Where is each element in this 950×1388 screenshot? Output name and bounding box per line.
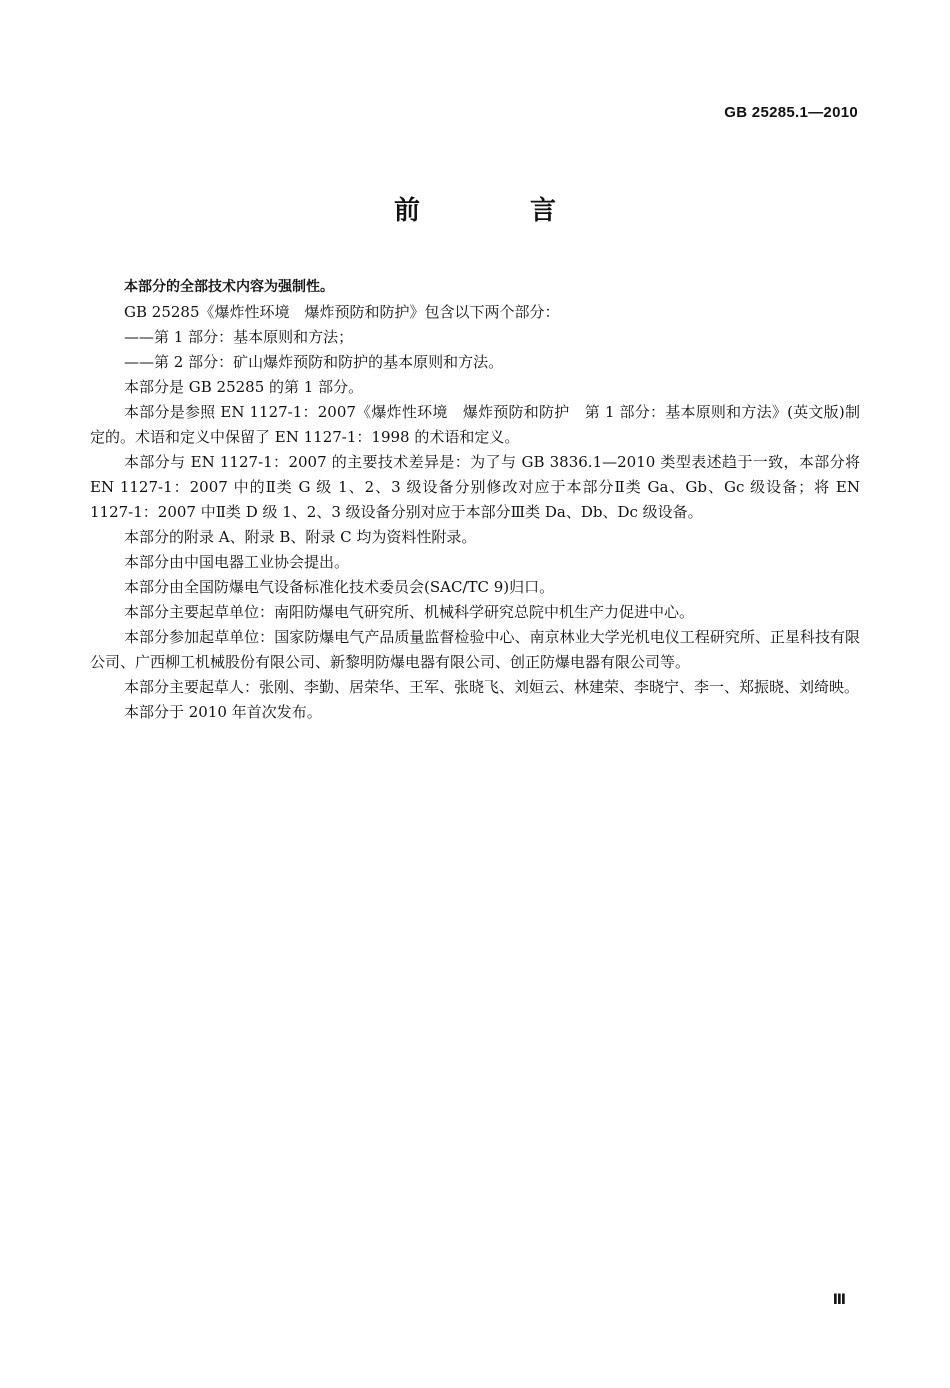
paragraph-first-release: 本部分于 2010 年首次发布。 [124,703,322,721]
page-number: Ⅲ [832,1292,846,1308]
paragraph-differences: 本部分与 EN 1127-1：2007 的主要技术差异是：为了与 GB 3836.1—2010 类型表述趋于一致，本部分将 EN 1127-1：2007 中的Ⅱ类 G 级 1、2、3 级设备分别修改对应于本部分Ⅱ类 Ga、Gb、Gc 级设备；将 EN 1127-1：2007 中Ⅱ类 D 级 1、2、3 级设备分别对应于本部分Ⅲ类 Da、Db、Dc 级设备。 [90,453,860,521]
standard-number: GB 25285.1—2010 [724,104,858,121]
paragraph-main-drafters: 本部分主要起草人：张刚、李勤、居荣华、王军、张晓飞、刘姮云、林建荣、李晓宁、李一、郑振晓、刘绮映。 [124,678,860,696]
paragraph-parts-intro: GB 25285《爆炸性环境 爆炸预防和防护》包含以下两个部分： [124,303,560,321]
paragraph-proposed-by: 本部分由中国电器工业协会提出。 [124,553,350,571]
paragraph-this-part: 本部分是 GB 25285 的第 1 部分。 [124,378,364,396]
foreword-body [90,275,860,725]
paragraph-reference: 本部分是参照 EN 1127-1：2007《爆炸性环境 爆炸预防和防护 第 1 部分：基本原则和方法》(英文版)制定的。术语和定义中保留了 EN 1127-1：1998 的术语和定义。 [90,403,860,446]
paragraph-annexes: 本部分的附录 A、附录 B、附录 C 均为资料性附录。 [124,528,477,546]
paragraph-part-1: ——第 1 部分：基本原则和方法； [124,328,354,346]
paragraph-main-drafters-units: 本部分主要起草单位：南阳防爆电气研究所、机械科学研究总院中机生产力促进中心。 [124,603,695,621]
mandatory-statement: 本部分的全部技术内容为强制性。 [124,279,334,295]
paragraph-participating-units: 本部分参加起草单位：国家防爆电气产品质量监督检验中心、南京林业大学光机电仪工程研究所、正星科技有限公司、广西柳工机械股份有限公司、新黎明防爆电器有限公司、创正防爆电器有限公司等。 [90,628,860,671]
page-title: 前 言 [393,196,598,226]
paragraph-part-2: ——第 2 部分：矿山爆炸预防和防护的基本原则和方法。 [124,353,504,371]
paragraph-responsible-committee: 本部分由全国防爆电气设备标准化技术委员会(SAC/TC 9)归口。 [124,578,555,596]
